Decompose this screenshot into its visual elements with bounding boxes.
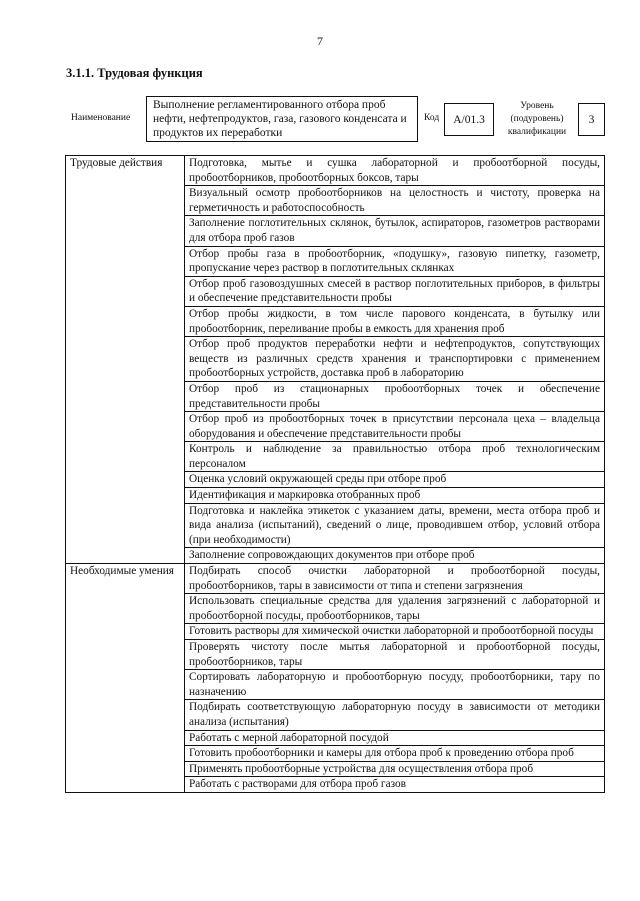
list-item: Работать с растворами для отбора проб газов: [185, 777, 605, 793]
section-title: 3.1.1. Трудовая функция: [66, 66, 203, 80]
code-value-box: А/01.3: [444, 103, 494, 136]
list-item: Отбор проб продуктов переработки нефти и нефтепродуктов, сопутствующих веществ из различных средств хранения и транспортировки с применением пробоотборных устройств, доставка проб в лабораторию: [185, 337, 605, 382]
list-item: Отбор проб газовоздушных смесей в раствор поглотительных приборов, в фильтры и обеспечение представительности пробы: [185, 276, 605, 306]
code-label: Код: [424, 113, 440, 123]
level-label-line-2: (подуровень): [510, 114, 564, 124]
table-row: [66, 564, 605, 594]
list-item: Визуальный осмотр пробоотборников на целостность и чистоту, проверка на герметичность и работоспособность: [185, 186, 605, 216]
table-row: [66, 156, 605, 186]
list-item: Готовить пробоотборники и камеры для отбора проб к проведению отбора проб: [185, 746, 605, 762]
list-item: Подбирать соответствующую лабораторную посуду в зависимости от методики анализа (испытания): [185, 700, 605, 730]
list-item: Использовать специальные средства для удаления загрязнений с лабораторной и пробоотборной посуды, пробоотборников, тары: [185, 594, 605, 624]
list-item: Отбор пробы жидкости, в том числе парового конденсата, в бутылку или пробоотборник, переливание пробы в емкость для хранения проб: [185, 306, 605, 336]
name-label: Наименование: [71, 113, 131, 123]
list-item: Подготовка, мытье и сушка лабораторной и пробоотборной посуды, пробоотборников, пробоотборных боксов, тары: [185, 156, 605, 186]
list-item: Применять пробоотборные устройства для осуществления отбора проб: [185, 761, 605, 777]
list-item: Идентификация и маркировка отобранных проб: [185, 488, 605, 504]
list-item: Отбор проб из стационарных пробоотборных точек и обеспечение представительности пробы: [185, 381, 605, 411]
level-value-box: 3: [578, 103, 605, 136]
list-item: Проверять чистоту после мытья лабораторной и пробоотборной посуды, пробоотборников, тары: [185, 640, 605, 670]
list-item: Отбор проб из пробоотборных точек в присутствии персонала цеха – владельца оборудования и обеспечение представительности пробы: [185, 412, 605, 442]
function-name-box: Выполнение регламентированного отбора проб нефти, нефтепродуктов, газа, газового конденсата и продуктов их переработки: [146, 96, 418, 142]
list-item: Контроль и наблюдение за правильностью отбора проб технологическим персоналом: [185, 442, 605, 472]
list-item: Отбор пробы газа в пробоотборник, «подушку», газовую пипетку, газометр, пропускание через раствор в поглотительных склянках: [185, 246, 605, 276]
list-item: Заполнение поглотительных склянок, бутылок, аспираторов, газометров растворами для отбора проб газов: [185, 216, 605, 246]
level-label-line-3: квалификации: [507, 127, 567, 137]
list-item: Сортировать лабораторную и пробоотборную посуду, пробоотборники, тару по назначению: [185, 670, 605, 700]
section-label: Трудовые действия: [66, 156, 185, 564]
level-label: [500, 100, 574, 139]
list-item: Подбирать способ очистки лабораторной и пробоотборной посуды, пробоотборников, тары в зависимости от типа и степени загрязнения: [185, 564, 605, 594]
function-table: [65, 155, 605, 793]
list-item: Подготовка и наклейка этикеток с указанием даты, времени, места отбора проб и вида анализа (испытаний), сведений о лице, проводившем отбор, условий отбора (при необходимости): [185, 503, 605, 548]
section-label: Необходимые умения: [66, 564, 185, 793]
page-number: 7: [317, 34, 323, 48]
list-item: Заполнение сопровождающих документов при отборе проб: [185, 548, 605, 564]
list-item: Работать с мерной лабораторной посудой: [185, 730, 605, 746]
list-item: Готовить растворы для химической очистки лабораторной и пробоотборной посуды: [185, 624, 605, 640]
level-label-line-1: Уровень: [520, 101, 554, 111]
list-item: Оценка условий окружающей среды при отборе проб: [185, 472, 605, 488]
